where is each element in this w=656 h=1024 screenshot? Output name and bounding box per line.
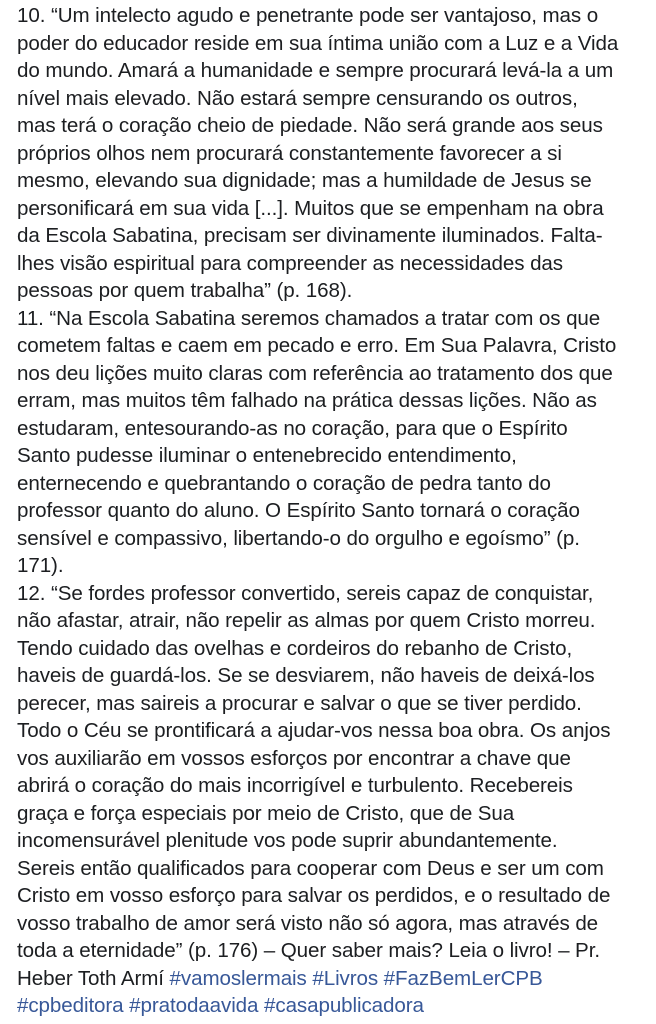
post-text-line: Santo pudesse iluminar o entenebrecido entendimento, <box>17 444 517 467</box>
author-signature: Heber Toth Armí <box>17 966 164 990</box>
post-text-line: não afastar, atrair, não repelir as almas por quem Cristo morreu. <box>17 609 596 632</box>
post-text-line: graça e força especiais por meio de Cristo, que de Sua <box>17 801 515 825</box>
post-text-line: vos auxiliarão em vossos esforços por encontrar a chave que <box>17 746 571 770</box>
post-text-line: 171). <box>17 554 64 577</box>
post-text-line: sensível e compassivo, libertando-o do orgulho e egoísmo” (p. <box>17 526 580 550</box>
post-text-line: poder do educador reside em sua íntima união com a Luz e a Vida <box>17 31 619 55</box>
post-text-line: abrirá o coração do mais incorrigível e turbulento. Recebereis <box>17 774 573 797</box>
post-text-line: enternecendo e quebrantando o coração de pedra tanto do <box>17 471 551 495</box>
post-text-line: nos deu lições muito claras com referência ao tratamento dos que <box>17 361 613 385</box>
post-text-line: toda a eternidade” (p. 176) – Quer saber mais? Leia o livro! – Pr. <box>17 939 600 962</box>
post-text-line: 12. “Se fordes professor convertido, sereis capaz de conquistar, <box>17 581 594 605</box>
post-text-line: Sereis então qualificados para cooperar com Deus e ser um com <box>17 856 604 880</box>
post-text-line: Cristo em vosso esforço para salvar os perdidos, e o resultado de <box>17 884 611 907</box>
post-text-line: Tendo cuidado das ovelhas e cordeiros do rebanho de Cristo, <box>17 636 573 660</box>
post-text-line: estudaram, entesourando-as no coração, para que o Espírito <box>17 416 568 440</box>
post-text-line: da Escola Sabatina, precisam ser divinamente iluminados. Falta- <box>17 224 603 247</box>
hashtag-link[interactable]: #vamoslermais <box>169 966 307 990</box>
post-text-line: incomensurável plenitude vos pode suprir abundantemente. <box>17 829 558 852</box>
post-text-line: erram, mas muitos têm falhado na prática dessas lições. Não as <box>17 389 597 412</box>
post-body <box>17 2 649 1020</box>
post-text-line: do mundo. Amará a humanidade e sempre procurará levá-la a um <box>17 59 614 82</box>
post-text-line: vosso trabalho de amor será visto não só agora, mas através de <box>17 911 599 935</box>
post-text-line: perecer, mas saireis a procurar e salvar o que se tiver perdido. <box>17 691 582 715</box>
hashtag-link[interactable]: #pratodaavida <box>129 994 259 1017</box>
post-text-line: nível mais elevado. Não estará sempre censurando os outros, <box>17 86 578 110</box>
post-text-final-line <box>17 965 649 993</box>
post-text-line: mesmo, elevando sua dignidade; mas a humildade de Jesus se <box>17 169 592 192</box>
post-text-line: Todo o Céu se prontificará a ajudar-vos nessa boa obra. Os anjos <box>17 719 611 742</box>
post-text-line: cometem faltas e caem em pecado e erro. Em Sua Palavra, Cristo <box>17 334 617 357</box>
post-text-line: professor quanto do aluno. O Espírito Santo tornará o coração <box>17 499 580 522</box>
hashtag-link[interactable]: #casapublicadora <box>264 994 424 1017</box>
post-text-line: 11. “Na Escola Sabatina seremos chamados a tratar com os que <box>17 306 601 330</box>
hashtag-link[interactable]: #cpbeditora <box>17 994 124 1017</box>
post-text-lines <box>17 2 649 965</box>
post-text-line: personificará em sua vida [...]. Muitos que se empenham na obra <box>17 196 604 220</box>
hashtag-link[interactable]: #Livros <box>312 966 379 990</box>
post-text-line: haveis de guardá-los. Se se desviarem, não haveis de deixá-los <box>17 664 595 687</box>
post-text-line: 10. “Um intelecto agudo e penetrante pode ser vantajoso, mas o <box>17 4 599 27</box>
post-text-line: próprios olhos nem procurará constantemente favorecer a si <box>17 141 562 165</box>
post-text-line: mas terá o coração cheio de piedade. Não será grande aos seus <box>17 114 603 137</box>
post-text-line: pessoas por quem trabalha” (p. 168). <box>17 279 353 302</box>
post-text-line: lhes visão espiritual para compreender as necessidades das <box>17 251 563 275</box>
hashtag-link[interactable]: #FazBemLerCPB <box>383 966 543 990</box>
hashtags-line <box>17 992 649 1020</box>
